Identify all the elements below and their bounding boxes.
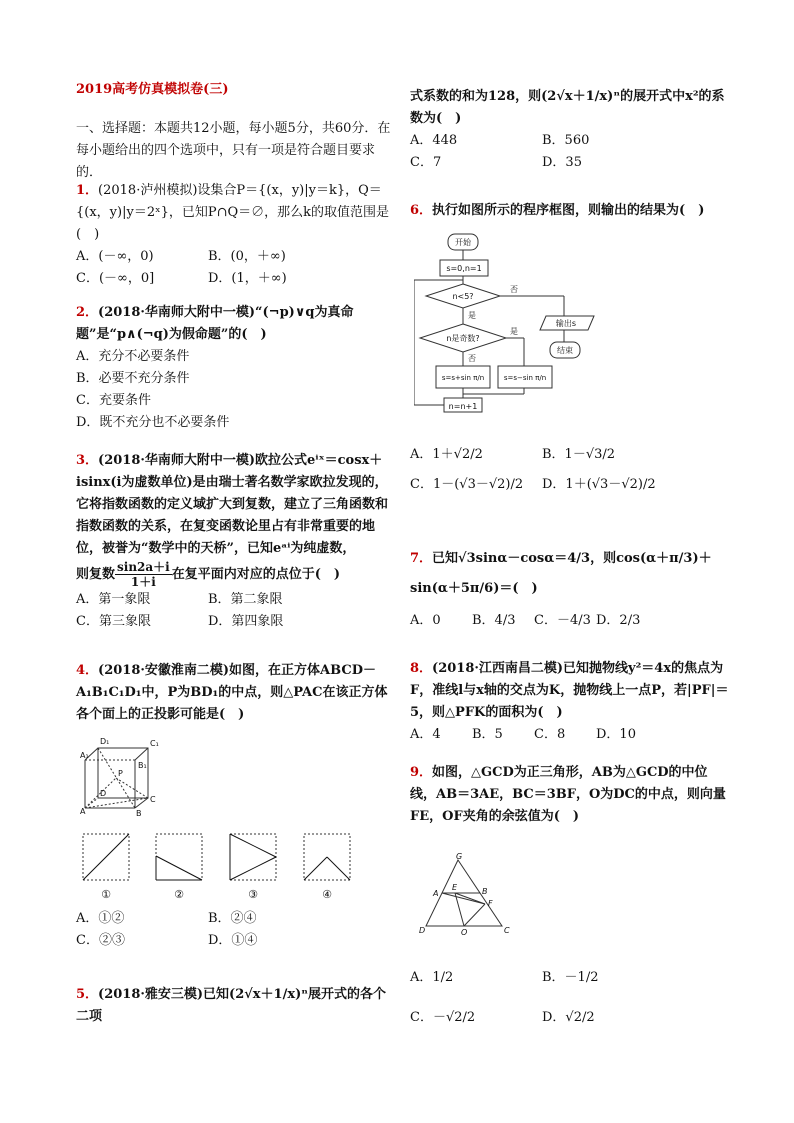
option-b[interactable]: B．第二象限	[208, 592, 283, 607]
question-4-options	[76, 908, 396, 952]
cube-label: A	[80, 807, 86, 816]
question-number: 3．	[76, 453, 99, 468]
question-5	[76, 984, 396, 1028]
option-c[interactable]: C．7	[410, 155, 442, 170]
option-a[interactable]: A．(－∞，0)	[76, 249, 154, 264]
tri-label-c: C	[504, 926, 510, 935]
flow-yes2: 是	[510, 327, 518, 336]
question-tail-post: 在复平面内对应的点位于( )	[171, 567, 341, 582]
question-text: (2018·华南师大附中一模)“(¬p)∨q为真命题”是“p∧(¬q)为假命题”的( )	[76, 305, 354, 342]
triangle-figure	[418, 852, 518, 936]
option-c[interactable]: C．1－(√3－√2)/2	[410, 477, 524, 492]
tri-label-f: F	[488, 899, 493, 908]
tri-label-b: B	[482, 887, 488, 896]
option-d[interactable]: D．1＋(√3－√2)/2	[542, 477, 656, 492]
flow-output: 输出s	[555, 319, 577, 328]
option-d[interactable]: D．10	[596, 727, 636, 742]
flow-no2: 否	[468, 354, 476, 363]
option-d[interactable]: D．第四象限	[208, 614, 284, 629]
option-a[interactable]: A．4	[410, 727, 441, 742]
cube-label: C₁	[150, 739, 159, 748]
cube-label: D	[100, 789, 107, 798]
question-text: 如图，△GCD为正三角形，AB为△GCD的中位线，AB＝3AE，BC＝3BF，O为DC的中点，则向量FE，OF夹角的余弦值为( )	[410, 765, 726, 824]
question-number: 5．	[76, 987, 99, 1002]
question-7	[410, 544, 730, 632]
question-1	[76, 180, 396, 290]
question-number: 1．	[76, 183, 99, 198]
option-a[interactable]: A．充分不必要条件	[76, 349, 190, 364]
option-d[interactable]: D．35	[542, 155, 582, 170]
option-d[interactable]: D．①④	[208, 933, 258, 948]
complex-fraction: $\frac{\sin 2a+i}{1+i}$	[117, 560, 170, 589]
option-d[interactable]: D．既不充分也不必要条件	[76, 415, 230, 430]
flow-box-minus: s=s−sin π/n	[503, 374, 547, 382]
cube-label: C	[150, 795, 156, 804]
proj-label-2: ②	[174, 888, 184, 901]
question-text-cont: 式系数的和为128，则(2√x＋1/x)ⁿ的展开式中x²的系数为( )	[410, 89, 725, 126]
tri-label-d: D	[419, 926, 426, 935]
question-text: (2018·泸州模拟)设集合P＝{(x，y)|y＝k}，Q＝{(x，y)|y＝2ˣ}，已知P∩Q＝∅，那么k的取值范围是( )	[76, 183, 390, 242]
proj-label-4: ④	[322, 888, 332, 901]
option-b[interactable]: B．560	[542, 133, 590, 148]
question-text: (2018·安徽淮南二模)如图，在正方体ABCD－A₁B₁C₁D₁中，P为BD₁的中点，则△PAC在该正方体各个面上的正投影可能是( )	[76, 663, 388, 722]
question-8	[410, 658, 730, 746]
flow-init: s=0,n=1	[446, 264, 482, 273]
option-b[interactable]: B．(0，＋∞)	[208, 249, 286, 264]
question-text: (2018·雅安三模)已知(2√x＋1/x)ⁿ展开式的各个二项	[76, 987, 386, 1024]
question-tail-pre: 则复数	[76, 567, 116, 582]
cube-figure	[80, 730, 166, 816]
cube-label: P	[118, 769, 123, 778]
option-a[interactable]: A．448	[410, 133, 458, 148]
option-c[interactable]: C．充要条件	[76, 393, 151, 408]
flow-cond1: n<5?	[452, 292, 474, 301]
proj-label-3: ③	[248, 888, 258, 901]
option-c[interactable]: C．－√2/2	[410, 1010, 476, 1025]
question-text: 已知√3sinα－cosα＝4/3，则cos(α＋π/3)＋sin(α＋5π/6)＝( )	[410, 551, 712, 596]
question-number: 4．	[76, 663, 99, 678]
tri-label-o: O	[461, 928, 468, 936]
section-intro: 一、选择题：本题共12小题，每小题5分，共60分．在每小题给出的四个选项中，只有一项是符合题目要求的．	[76, 121, 391, 180]
cube-label: B₁	[138, 761, 147, 770]
cube-label: D₁	[100, 737, 110, 746]
projection-figures	[82, 832, 358, 904]
question-2	[76, 302, 396, 434]
option-b[interactable]: B．4/3	[472, 613, 516, 628]
option-b[interactable]: B．②④	[208, 911, 257, 926]
option-d[interactable]: D．√2/2	[542, 1010, 595, 1025]
flow-cond2: n是奇数?	[446, 334, 480, 343]
cube-label: B	[136, 809, 142, 816]
option-c[interactable]: C．②③	[76, 933, 125, 948]
flow-end: 结束	[557, 346, 573, 355]
question-9	[410, 762, 730, 828]
cube-label: A₁	[80, 751, 89, 760]
option-c[interactable]: C．第三象限	[76, 614, 151, 629]
tri-label-g: G	[456, 852, 463, 861]
option-a[interactable]: A．1/2	[410, 970, 454, 985]
flow-inc: n=n+1	[448, 402, 478, 411]
option-c[interactable]: C．－4/3	[534, 613, 591, 628]
question-number: 6．	[410, 203, 433, 218]
question-6	[410, 200, 730, 222]
flow-yes1: 是	[468, 311, 476, 320]
question-9-options	[410, 958, 730, 1038]
flow-no1: 否	[510, 285, 518, 294]
option-b[interactable]: B．5	[472, 727, 503, 742]
exam-title: 2019高考仿真模拟卷(三)	[76, 82, 229, 97]
option-a[interactable]: A．①②	[76, 911, 125, 926]
flowchart-figure	[414, 228, 614, 424]
option-d[interactable]: D．(1，＋∞)	[208, 271, 287, 286]
option-d[interactable]: D．2/3	[596, 613, 641, 628]
question-text: (2018·华南师大附中一模)欧拉公式eⁱˣ＝cosx＋isinx(i为虚数单位)是由瑞士著名数学家欧拉发现的，它将指数函数的定义域扩大到复数，建立了三角函数和指数函数的关系，在复变函数论里占有非常重要的地位，被誉为“数学中的天桥”，已知eᵃⁱ为纯虚数，	[76, 453, 389, 556]
option-a[interactable]: A．第一象限	[76, 592, 151, 607]
option-b[interactable]: B．－1/2	[542, 970, 599, 985]
question-number: 7．	[410, 551, 433, 566]
question-3	[76, 450, 396, 633]
question-number: 8．	[410, 661, 433, 676]
question-number: 2．	[76, 305, 99, 320]
question-6-options	[410, 440, 730, 500]
question-text: (2018·江西南昌二模)已知抛物线y²＝4x的焦点为F，准线l与x轴的交点为K，抛物线上一点P，若|PF|＝5，则△PFK的面积为( )	[410, 661, 729, 720]
question-text: 执行如图所示的程序框图，则输出的结果为( )	[432, 203, 705, 218]
question-number: 9．	[410, 765, 433, 780]
flow-start: 开始	[455, 238, 471, 247]
option-c[interactable]: C．(－∞，0]	[76, 271, 155, 286]
flow-box-plus: s=s+sin π/n	[441, 374, 485, 382]
option-a[interactable]: A．1＋√2/2	[410, 447, 483, 462]
option-b[interactable]: B．必要不充分条件	[76, 371, 190, 386]
question-5-continued	[410, 86, 730, 174]
option-b[interactable]: B．1－√3/2	[542, 447, 616, 462]
tri-label-a: A	[433, 889, 439, 898]
tri-label-e: E	[452, 883, 458, 892]
option-a[interactable]: A．0	[410, 613, 441, 628]
question-4	[76, 660, 396, 726]
option-c[interactable]: C．8	[534, 727, 566, 742]
proj-label-1: ①	[101, 888, 111, 901]
